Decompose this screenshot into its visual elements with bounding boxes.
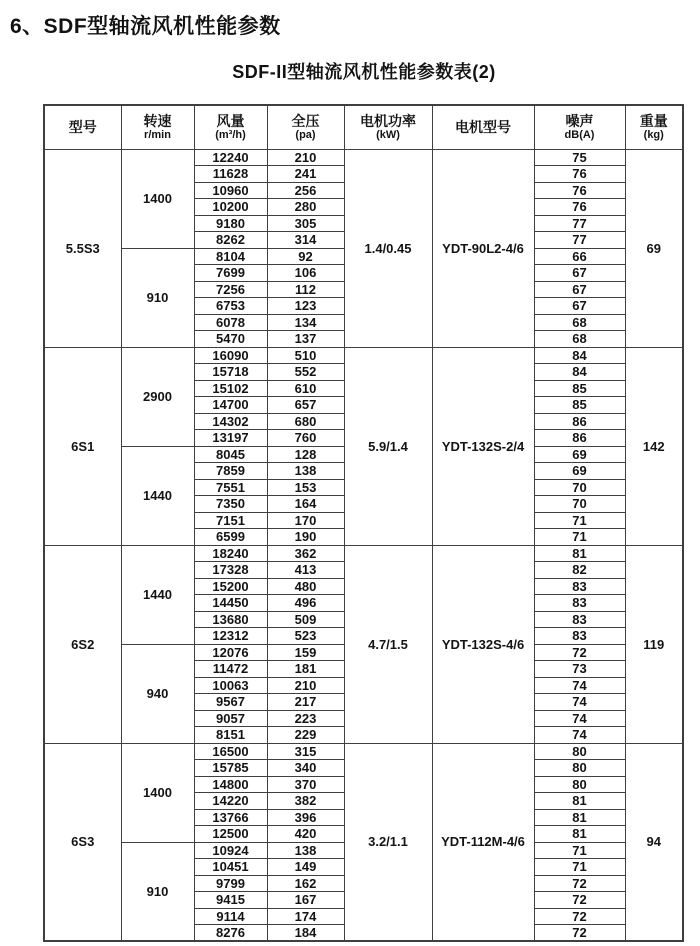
weight-cell: 69	[625, 149, 683, 347]
speed-cell: 940	[121, 644, 194, 743]
col-header-label: 全压	[291, 112, 320, 129]
pressure-cell: 229	[267, 727, 344, 744]
noise-cell: 82	[534, 562, 625, 579]
pressure-cell: 138	[267, 463, 344, 480]
col-header-noise	[534, 105, 625, 149]
air-volume-cell: 10924	[194, 842, 267, 859]
pressure-cell: 184	[267, 925, 344, 942]
col-header-label: 风量	[216, 112, 245, 129]
speed-cell: 910	[121, 842, 194, 941]
noise-cell: 72	[534, 892, 625, 909]
air-volume-cell: 14220	[194, 793, 267, 810]
table-header	[44, 105, 683, 149]
noise-cell: 76	[534, 182, 625, 199]
air-volume-cell: 13766	[194, 809, 267, 826]
air-volume-cell: 10063	[194, 677, 267, 694]
noise-cell: 72	[534, 644, 625, 661]
air-volume-cell: 7151	[194, 512, 267, 529]
noise-cell: 83	[534, 578, 625, 595]
motor-model-cell: YDT-90L2-4/6	[432, 149, 534, 347]
speed-cell: 2900	[121, 347, 194, 446]
col-header-label: 转速	[143, 112, 172, 129]
pressure-cell: 480	[267, 578, 344, 595]
air-volume-cell: 12240	[194, 149, 267, 166]
noise-cell: 69	[534, 463, 625, 480]
table-row	[44, 743, 683, 760]
pressure-cell: 134	[267, 314, 344, 331]
pressure-cell: 552	[267, 364, 344, 381]
col-header-unit: (kg)	[643, 128, 664, 141]
col-header-model	[44, 105, 121, 149]
air-volume-cell: 9180	[194, 215, 267, 232]
noise-cell: 75	[534, 149, 625, 166]
air-volume-cell: 14302	[194, 413, 267, 430]
air-volume-cell: 8104	[194, 248, 267, 265]
pressure-cell: 170	[267, 512, 344, 529]
table-row	[44, 347, 683, 364]
pressure-cell: 509	[267, 611, 344, 628]
table-row	[44, 149, 683, 166]
noise-cell: 77	[534, 215, 625, 232]
noise-cell: 66	[534, 248, 625, 265]
noise-cell: 70	[534, 496, 625, 513]
pressure-cell: 112	[267, 281, 344, 298]
noise-cell: 74	[534, 694, 625, 711]
air-volume-cell: 6078	[194, 314, 267, 331]
air-volume-cell: 10200	[194, 199, 267, 216]
air-volume-cell: 16090	[194, 347, 267, 364]
col-header-label: 噪声	[565, 112, 594, 129]
air-volume-cell: 16500	[194, 743, 267, 760]
pressure-cell: 340	[267, 760, 344, 777]
speed-cell: 1400	[121, 149, 194, 248]
air-volume-cell: 15718	[194, 364, 267, 381]
header-row	[44, 105, 683, 149]
pressure-cell: 362	[267, 545, 344, 562]
noise-cell: 84	[534, 347, 625, 364]
pressure-cell: 510	[267, 347, 344, 364]
pressure-cell: 210	[267, 677, 344, 694]
pressure-cell: 223	[267, 710, 344, 727]
air-volume-cell: 15785	[194, 760, 267, 777]
speed-cell: 1440	[121, 446, 194, 545]
noise-cell: 85	[534, 397, 625, 414]
noise-cell: 68	[534, 314, 625, 331]
motor-power-cell: 4.7/1.5	[344, 545, 432, 743]
pressure-cell: 256	[267, 182, 344, 199]
col-header-power	[344, 105, 432, 149]
air-volume-cell: 9415	[194, 892, 267, 909]
noise-cell: 70	[534, 479, 625, 496]
noise-cell: 68	[534, 331, 625, 348]
air-volume-cell: 7699	[194, 265, 267, 282]
air-volume-cell: 8151	[194, 727, 267, 744]
noise-cell: 69	[534, 446, 625, 463]
noise-cell: 72	[534, 875, 625, 892]
pressure-cell: 314	[267, 232, 344, 249]
col-header-label: 电机型号	[455, 119, 511, 136]
noise-cell: 81	[534, 809, 625, 826]
pressure-cell: 413	[267, 562, 344, 579]
pressure-cell: 164	[267, 496, 344, 513]
air-volume-cell: 13680	[194, 611, 267, 628]
model-cell: 6S2	[44, 545, 121, 743]
air-volume-cell: 17328	[194, 562, 267, 579]
noise-cell: 83	[534, 595, 625, 612]
noise-cell: 67	[534, 298, 625, 315]
noise-cell: 84	[534, 364, 625, 381]
noise-cell: 80	[534, 743, 625, 760]
noise-cell: 71	[534, 529, 625, 546]
air-volume-cell: 12312	[194, 628, 267, 645]
table-body	[44, 149, 683, 941]
noise-cell: 83	[534, 628, 625, 645]
air-volume-cell: 10451	[194, 859, 267, 876]
air-volume-cell: 15102	[194, 380, 267, 397]
air-volume-cell: 13197	[194, 430, 267, 447]
noise-cell: 83	[534, 611, 625, 628]
noise-cell: 72	[534, 925, 625, 942]
noise-cell: 80	[534, 776, 625, 793]
air-volume-cell: 14700	[194, 397, 267, 414]
noise-cell: 71	[534, 512, 625, 529]
air-volume-cell: 18240	[194, 545, 267, 562]
air-volume-cell: 8276	[194, 925, 267, 942]
noise-cell: 76	[534, 199, 625, 216]
noise-cell: 86	[534, 413, 625, 430]
noise-cell: 72	[534, 908, 625, 925]
weight-cell: 119	[625, 545, 683, 743]
speed-cell: 910	[121, 248, 194, 347]
motor-model-cell: YDT-132S-2/4	[432, 347, 534, 545]
noise-cell: 80	[534, 760, 625, 777]
pressure-cell: 370	[267, 776, 344, 793]
pressure-cell: 305	[267, 215, 344, 232]
pressure-cell: 123	[267, 298, 344, 315]
col-header-weight	[625, 105, 683, 149]
pressure-cell: 159	[267, 644, 344, 661]
pressure-cell: 128	[267, 446, 344, 463]
col-header-motor	[432, 105, 534, 149]
noise-cell: 76	[534, 166, 625, 183]
noise-cell: 81	[534, 545, 625, 562]
table-title: SDF-II型轴流风机性能参数表(2)	[232, 62, 496, 82]
air-volume-cell: 15200	[194, 578, 267, 595]
air-volume-cell: 11472	[194, 661, 267, 678]
col-header-unit: (kW)	[376, 128, 400, 141]
col-header-unit: dB(A)	[564, 128, 595, 141]
pressure-cell: 382	[267, 793, 344, 810]
pressure-cell: 217	[267, 694, 344, 711]
col-header-label: 重量	[639, 112, 668, 129]
pressure-cell: 106	[267, 265, 344, 282]
model-cell: 5.5S3	[44, 149, 121, 347]
air-volume-cell: 12500	[194, 826, 267, 843]
air-volume-cell: 9567	[194, 694, 267, 711]
air-volume-cell: 7350	[194, 496, 267, 513]
pressure-cell: 92	[267, 248, 344, 265]
col-header-volume	[194, 105, 267, 149]
air-volume-cell: 6753	[194, 298, 267, 315]
noise-cell: 71	[534, 842, 625, 859]
air-volume-cell: 6599	[194, 529, 267, 546]
air-volume-cell: 8045	[194, 446, 267, 463]
weight-cell: 94	[625, 743, 683, 941]
noise-cell: 74	[534, 677, 625, 694]
pressure-cell: 153	[267, 479, 344, 496]
noise-cell: 71	[534, 859, 625, 876]
col-header-label: 型号	[68, 119, 97, 136]
noise-cell: 81	[534, 793, 625, 810]
motor-power-cell: 3.2/1.1	[344, 743, 432, 941]
pressure-cell: 496	[267, 595, 344, 612]
col-header-unit: (m³/h)	[215, 128, 246, 141]
pressure-cell: 138	[267, 842, 344, 859]
air-volume-cell: 7859	[194, 463, 267, 480]
air-volume-cell: 14800	[194, 776, 267, 793]
pressure-cell: 210	[267, 149, 344, 166]
noise-cell: 67	[534, 265, 625, 282]
weight-cell: 142	[625, 347, 683, 545]
pressure-cell: 181	[267, 661, 344, 678]
motor-power-cell: 1.4/0.45	[344, 149, 432, 347]
noise-cell: 77	[534, 232, 625, 249]
col-header-unit: r/min	[144, 128, 171, 141]
pressure-cell: 149	[267, 859, 344, 876]
air-volume-cell: 14450	[194, 595, 267, 612]
noise-cell: 85	[534, 380, 625, 397]
air-volume-cell: 9114	[194, 908, 267, 925]
motor-model-cell: YDT-132S-4/6	[432, 545, 534, 743]
fan-performance-table	[43, 104, 684, 942]
air-volume-cell: 7256	[194, 281, 267, 298]
col-header-label: 电机功率	[360, 112, 416, 129]
speed-cell: 1440	[121, 545, 194, 644]
pressure-cell: 190	[267, 529, 344, 546]
air-volume-cell: 11628	[194, 166, 267, 183]
air-volume-cell: 8262	[194, 232, 267, 249]
pressure-cell: 137	[267, 331, 344, 348]
air-volume-cell: 10960	[194, 182, 267, 199]
table-row	[44, 545, 683, 562]
pressure-cell: 280	[267, 199, 344, 216]
pressure-cell: 315	[267, 743, 344, 760]
pressure-cell: 396	[267, 809, 344, 826]
col-header-unit: (pa)	[295, 128, 316, 141]
pressure-cell: 167	[267, 892, 344, 909]
air-volume-cell: 12076	[194, 644, 267, 661]
noise-cell: 74	[534, 710, 625, 727]
speed-cell: 1400	[121, 743, 194, 842]
air-volume-cell: 5470	[194, 331, 267, 348]
pressure-cell: 420	[267, 826, 344, 843]
pressure-cell: 657	[267, 397, 344, 414]
pressure-cell: 174	[267, 908, 344, 925]
model-cell: 6S1	[44, 347, 121, 545]
motor-model-cell: YDT-112M-4/6	[432, 743, 534, 941]
pressure-cell: 610	[267, 380, 344, 397]
noise-cell: 81	[534, 826, 625, 843]
pressure-cell: 523	[267, 628, 344, 645]
pressure-cell: 241	[267, 166, 344, 183]
noise-cell: 86	[534, 430, 625, 447]
air-volume-cell: 9799	[194, 875, 267, 892]
pressure-cell: 162	[267, 875, 344, 892]
air-volume-cell: 7551	[194, 479, 267, 496]
air-volume-cell: 9057	[194, 710, 267, 727]
noise-cell: 73	[534, 661, 625, 678]
pressure-cell: 760	[267, 430, 344, 447]
noise-cell: 74	[534, 727, 625, 744]
motor-power-cell: 5.9/1.4	[344, 347, 432, 545]
page-title: 6、SDF型轴流风机性能参数	[10, 15, 281, 38]
model-cell: 6S3	[44, 743, 121, 941]
pressure-cell: 680	[267, 413, 344, 430]
col-header-pressure	[267, 105, 344, 149]
col-header-speed	[121, 105, 194, 149]
noise-cell: 67	[534, 281, 625, 298]
